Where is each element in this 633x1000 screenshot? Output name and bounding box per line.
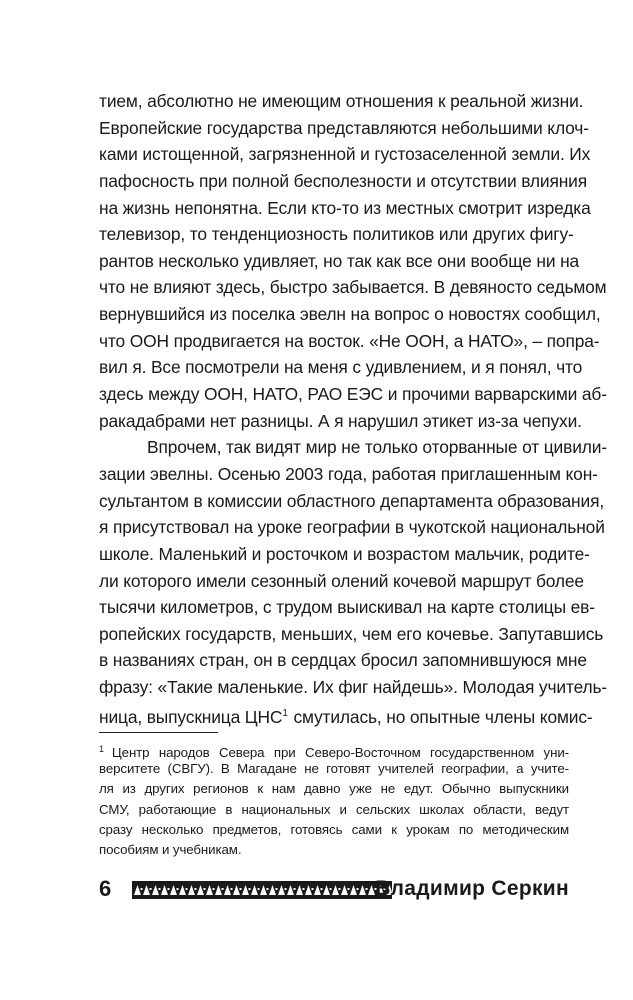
text-line: в названиях стран, он в сердцах бросил запомнившуюся мне (99, 650, 587, 671)
footnote-text: Центр народов Севера при Северо-Восточном государственном уни- (111, 745, 569, 760)
text-line: ракадабрами нет разницы. А я нарушил этикет из-за чепухи. (99, 410, 582, 431)
text-line: фразу: «Такие маленькие. Их фиг найдешь». Молодая учитель- (99, 677, 608, 698)
footnote-mark: 1 (99, 744, 104, 754)
footnote-divider (99, 732, 218, 733)
text-line: что не влияют здесь, быстро забывается. В девяносто седьмом (99, 277, 607, 298)
text-line: что ООН продвигается на восток. «Не ООН, а НАТО», – попра- (99, 330, 600, 351)
text-line: Впрочем, так видят мир не только оторванные от цивили- (147, 437, 607, 458)
text-line: телевизор, то тенденциозность политиков или других фигу- (99, 224, 574, 245)
text-fragment: ница, выпускница ЦНС (99, 706, 283, 727)
text-line: вил я. Все посмотрели на меня с удивлением, и я понял, что (99, 357, 583, 378)
footnote-line (99, 739, 569, 759)
text-line: зации эвелны. Осенью 2003 года, работая приглашенным кон- (99, 463, 598, 484)
text-line: вернувшийся из поселка эвелн на вопрос о новостях сообщил, (99, 304, 601, 325)
text-line: рантов несколько удивляет, но так как все они вообще ни на (99, 250, 580, 271)
text-line: школе. Маленький и росточком и возрастом мальчик, родите- (99, 543, 590, 564)
footnote-line: сразу несколько предметов, готовясь сами к урокам по методическим (99, 821, 569, 837)
main-text (99, 88, 608, 727)
text-line: пафосность при полной бесполезности и отсутствии влияния (99, 170, 588, 191)
page-number: 6 (99, 876, 112, 901)
footnote (99, 739, 569, 860)
text-line: я присутствовал на уроке географии в чукотской национальной (99, 517, 605, 538)
text-line: на жизнь непонятна. Если кто-то из местных смотрит изредка (99, 197, 591, 218)
zigzag-ornament-icon (132, 881, 392, 899)
text-line: сультантом в комиссии областного департамента образования, (99, 490, 605, 511)
footnote-line: пособиям и учебникам. (99, 841, 242, 857)
footnote-line: СМУ, работающие в национальных и сельских школах области, ведут (99, 801, 569, 817)
footnote-line: ля из других регионов к нам давно уже не едут. Обычно выпускники (99, 781, 569, 797)
text-line: здесь между ООН, НАТО, РАО ЕЭС и прочими варварскими аб- (99, 384, 607, 405)
text-line: ками истощенной, загрязненной и густозаселенной земли. Их (99, 144, 591, 165)
text-line: Европейские государства представляются небольшими клоч- (99, 117, 589, 138)
text-line: ропейских государств, меньших, чем его кочевье. Запутавшись (99, 623, 604, 644)
text-line: ли которого имели сезонный олений кочевой маршрут более (99, 570, 584, 591)
footnote-line: верситете (СВГУ). В Магадане не готовят учителей географии, а учите- (99, 761, 569, 777)
paragraph-1 (99, 88, 607, 434)
text-line: тием, абсолютно не имеющим отношения к реальной жизни. (99, 91, 584, 111)
page-footer (99, 876, 569, 906)
footnote-reference[interactable]: 1 (282, 707, 288, 719)
text-fragment: смутилась, но опытные члены комис- (288, 706, 593, 727)
text-line (99, 701, 593, 728)
paragraph-2 (99, 434, 608, 700)
text-line: тысячи километров, с трудом выискивал на карте столицы ев- (99, 597, 595, 618)
author-name: Владимир Серкин (375, 877, 569, 900)
